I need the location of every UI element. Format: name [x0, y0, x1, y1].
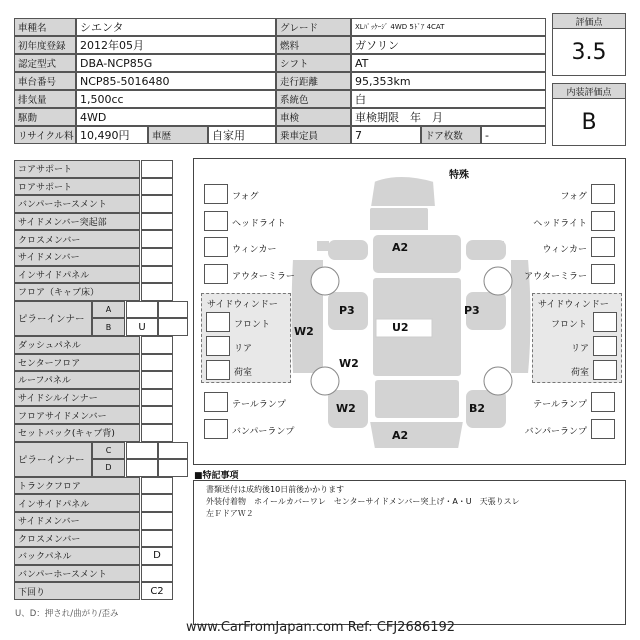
- frame-item-label: フロアサイドメンバー: [14, 406, 140, 424]
- tail-lamp-left-label: テールランプ: [232, 400, 286, 410]
- frame-item-mark: [126, 459, 158, 477]
- bumper-lamp-right-box[interactable]: [591, 419, 615, 439]
- tail-lamp-left-box[interactable]: [204, 392, 228, 412]
- mark-b2: B2: [469, 402, 486, 415]
- frame-item-label: フロア（キャブ床）: [14, 283, 140, 301]
- info-last-v3: -: [481, 126, 546, 144]
- info-v1-row-4: 1,500cc: [76, 90, 276, 108]
- mark-p3-left: P3: [339, 304, 355, 317]
- frame-item-mark: [141, 371, 173, 389]
- side-window-right-rear-box[interactable]: [593, 336, 617, 356]
- info-l1-row-0: 車種名: [14, 18, 76, 36]
- vehicle-info-table: [14, 18, 546, 146]
- frame-item-label: バックパネル: [14, 547, 140, 565]
- frame-item-label: ピラーインナー: [14, 442, 92, 477]
- frame-item-label: ルーフパネル: [14, 371, 140, 389]
- frame-item-label: サイドメンバー: [14, 512, 140, 530]
- frame-item-mark: [126, 301, 158, 319]
- frame-item-mark-right: [158, 459, 188, 477]
- footer-reference: www.CarFromJapan.com Ref: CFJ2686192: [186, 620, 456, 635]
- side-window-left-front-label: フロント: [234, 320, 271, 330]
- side-window-right-rear-label: リア: [571, 344, 590, 354]
- frame-item-mark: C2: [141, 582, 173, 600]
- info-v2-row-2: AT: [351, 54, 546, 72]
- side-window-left-panel: [201, 293, 291, 383]
- frame-item-mark-right: [158, 301, 188, 319]
- mark-a2-top: A2: [392, 241, 409, 254]
- interior-score-value: B: [552, 98, 626, 146]
- car-diagram: [193, 158, 626, 465]
- side-window-left-rear-label: リア: [234, 344, 253, 354]
- side-window-left-cargo-label: 荷室: [234, 368, 253, 378]
- frame-item-sub: A: [92, 301, 125, 319]
- info-l1-row-5: 駆動: [14, 108, 76, 126]
- info-v2-row-1: ガソリン: [351, 36, 546, 54]
- frame-item-label: バンパーホースメント: [14, 565, 140, 583]
- side-window-left-rear-box[interactable]: [206, 336, 230, 356]
- mark-w2-center: W2: [339, 357, 359, 370]
- frame-item-sub: C: [92, 442, 125, 460]
- tail-lamp-right-box[interactable]: [591, 392, 615, 412]
- fog-right-box[interactable]: [591, 184, 615, 204]
- winker-left-label: ウィンカー: [232, 245, 277, 255]
- info-l2-row-5: 車検: [276, 108, 351, 126]
- info-v1-row-2: DBA-NCP85G: [76, 54, 276, 72]
- info-l2-row-4: 系統色: [276, 90, 351, 108]
- frame-item-label: セットバック(キャブ背): [14, 424, 140, 442]
- winker-right-label: ウィンカー: [542, 245, 587, 255]
- info-v2-row-0: XLﾊﾟｯｹｰｼﾞ 4WD 5ﾄﾞｱ 4CAT: [351, 18, 546, 36]
- frame-item-label: ロアサポート: [14, 178, 140, 196]
- side-window-left-title: サイドウィンドー: [207, 300, 278, 310]
- info-l2-row-1: 燃料: [276, 36, 351, 54]
- frame-item-mark: [141, 248, 173, 266]
- notes-title: ■特記事項: [194, 471, 239, 481]
- info-l1-row-3: 車台番号: [14, 72, 76, 90]
- frame-item-mark: [126, 442, 158, 460]
- frame-item-mark: [141, 477, 173, 495]
- info-v1-row-5: 4WD: [76, 108, 276, 126]
- bumper-lamp-left-label: バンパーランプ: [232, 427, 295, 437]
- frame-item-mark: [141, 406, 173, 424]
- mark-a2-bottom: A2: [392, 429, 409, 442]
- side-window-right-cargo-label: 荷室: [571, 368, 590, 378]
- frame-item-label: インサイドパネル: [14, 266, 140, 284]
- bumper-lamp-left-box[interactable]: [204, 419, 228, 439]
- headlight-right-label: ヘッドライト: [533, 219, 587, 229]
- side-window-right-panel: [532, 293, 622, 383]
- mark-u2: U2: [392, 321, 409, 334]
- frame-legend: U、D：押され/曲がり/歪み: [15, 609, 119, 619]
- score-label: 評価点: [552, 13, 626, 29]
- frame-item-mark: [141, 195, 173, 213]
- winker-right-box[interactable]: [591, 237, 615, 257]
- bumper-lamp-right-label: バンパーランプ: [524, 427, 587, 437]
- mark-w2-low: W2: [336, 402, 356, 415]
- frame-item-sub: D: [92, 459, 125, 477]
- frame-item-mark-right: [158, 318, 188, 336]
- frame-item-label: バンパーホースメント: [14, 195, 140, 213]
- frame-item-mark: [141, 565, 173, 583]
- info-last-l3: ドア枚数: [421, 126, 481, 144]
- side-window-left-front-box[interactable]: [206, 312, 230, 332]
- frame-item-mark: [141, 494, 173, 512]
- side-window-right-front-box[interactable]: [593, 312, 617, 332]
- frame-item-sub: B: [92, 318, 125, 336]
- frame-item-label: トランクフロア: [14, 477, 140, 495]
- info-v2-row-5: 車検期限 年 月: [351, 108, 546, 126]
- outer-mirror-left-box[interactable]: [204, 264, 228, 284]
- frame-item-mark: [141, 512, 173, 530]
- notes-line: 書類送付は成約後10日前後かかります: [206, 485, 345, 494]
- info-last-v_hist: 自家用: [208, 126, 276, 144]
- info-v1-row-0: シエンタ: [76, 18, 276, 36]
- frame-item-mark: [141, 266, 173, 284]
- frame-item-mark: D: [141, 547, 173, 565]
- fog-left-label: フォグ: [232, 192, 259, 202]
- side-window-right-cargo-box[interactable]: [593, 360, 617, 380]
- info-l1-row-1: 初年度登録: [14, 36, 76, 54]
- info-v1-row-1: 2012年05月: [76, 36, 276, 54]
- outer-mirror-right-label: アウターミラー: [524, 272, 587, 282]
- info-l1-row-4: 排気量: [14, 90, 76, 108]
- mark-w2-left: W2: [294, 325, 314, 338]
- info-last-l2: 乗車定員: [276, 126, 351, 144]
- fog-right-label: フォグ: [560, 192, 587, 202]
- info-l1-row-2: 認定型式: [14, 54, 76, 72]
- frame-item-label: クロスメンバー: [14, 230, 140, 248]
- info-v2-row-4: 白: [351, 90, 546, 108]
- score-value: 3.5: [552, 28, 626, 76]
- info-l2-row-3: 走行距離: [276, 72, 351, 90]
- frame-item-label: 下回り: [14, 582, 140, 600]
- frame-item-mark-right: [158, 442, 188, 460]
- frame-item-mark: [141, 389, 173, 407]
- outer-mirror-right-box[interactable]: [591, 264, 615, 284]
- mark-p3-right: P3: [464, 304, 480, 317]
- side-window-right-front-label: フロント: [551, 320, 588, 330]
- frame-item-mark: [141, 424, 173, 442]
- frame-item-mark: [141, 530, 173, 548]
- frame-item-label: サイドメンバー突起部: [14, 213, 140, 231]
- frame-item-mark: [141, 283, 173, 301]
- info-last-v2: 7: [351, 126, 421, 144]
- winker-left-box[interactable]: [204, 237, 228, 257]
- frame-item-label: ピラーインナー: [14, 301, 92, 336]
- frame-item-mark: U: [126, 318, 158, 336]
- notes-line: 外装付着物 ホイールカバーワレ センターサイドメンバー突上げ・A・U 天張りスレ: [206, 497, 520, 506]
- outer-mirror-left-label: アウターミラー: [232, 272, 295, 282]
- frame-item-label: ダッシュパネル: [14, 336, 140, 354]
- frame-item-label: クロスメンバー: [14, 530, 140, 548]
- info-l2-row-2: シフト: [276, 54, 351, 72]
- frame-item-label: コアサポート: [14, 160, 140, 178]
- headlight-left-label: ヘッドライト: [232, 219, 286, 229]
- info-last-l_hist: 車歴: [148, 126, 208, 144]
- notes-box: [193, 480, 626, 625]
- headlight-left-box[interactable]: [204, 211, 228, 231]
- frame-item-label: サイドメンバー: [14, 248, 140, 266]
- info-v2-row-3: 95,353km: [351, 72, 546, 90]
- fog-left-box[interactable]: [204, 184, 228, 204]
- frame-item-mark: [141, 213, 173, 231]
- frame-item-mark: [141, 230, 173, 248]
- info-last-l1: リサイクル料: [14, 126, 76, 144]
- frame-item-label: センターフロア: [14, 354, 140, 372]
- frame-item-mark: [141, 354, 173, 372]
- frame-item-label: インサイドパネル: [14, 494, 140, 512]
- headlight-right-box[interactable]: [591, 211, 615, 231]
- interior-score-label: 内装評価点: [552, 83, 626, 99]
- notes-line: 左ＦドアＷ２: [206, 509, 254, 518]
- diagram-title: 特殊: [449, 170, 469, 181]
- frame-item-mark: [141, 178, 173, 196]
- side-window-left-cargo-box[interactable]: [206, 360, 230, 380]
- frame-item-label: サイドシルインナー: [14, 389, 140, 407]
- info-last-v1: 10,490円: [76, 126, 148, 144]
- info-l2-row-0: グレード: [276, 18, 351, 36]
- frame-item-mark: [141, 160, 173, 178]
- info-v1-row-3: NCP85-5016480: [76, 72, 276, 90]
- frame-item-mark: [141, 336, 173, 354]
- side-window-right-title: サイドウィンドー: [538, 300, 609, 310]
- tail-lamp-right-label: テールランプ: [533, 400, 587, 410]
